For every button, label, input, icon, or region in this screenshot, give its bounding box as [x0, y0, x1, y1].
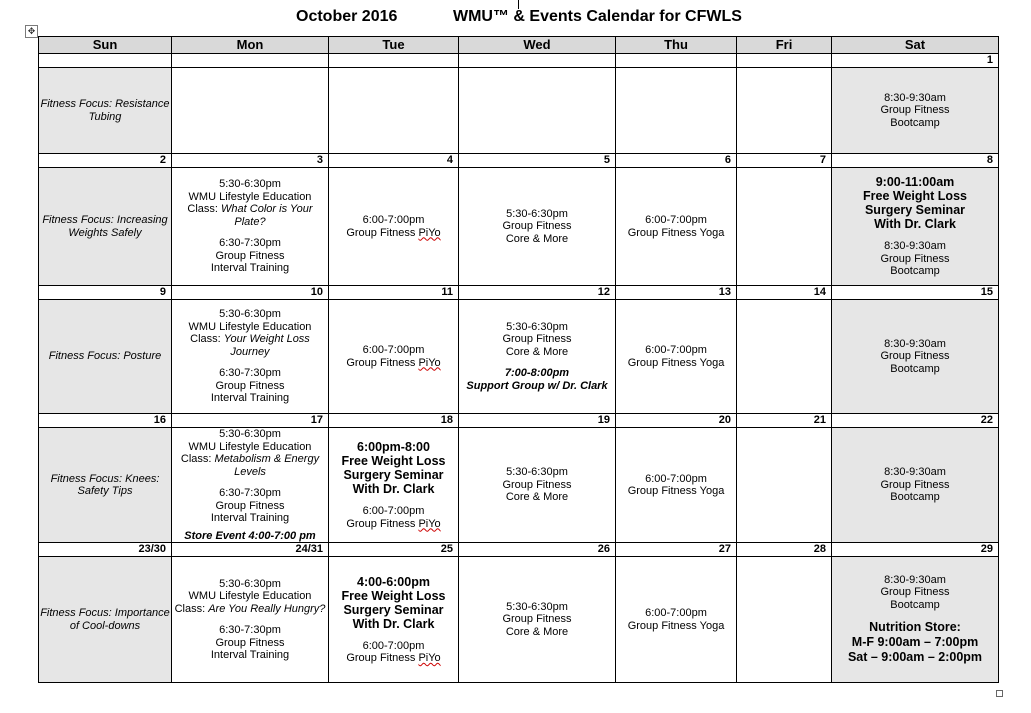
date-cell: 13: [616, 286, 737, 300]
seminar-line: Surgery Seminar: [343, 602, 444, 617]
event-label: Group Fitness: [346, 517, 419, 530]
event-label: Group Fitness: [880, 478, 950, 491]
event-activity: PiYo: [418, 652, 441, 664]
day-cell-thu: [616, 428, 737, 543]
event-time: 6:00-7:00pm: [645, 607, 707, 619]
day-cell-mon: [172, 168, 329, 286]
seminar-time: 9:00-11:00am: [875, 175, 955, 190]
day-cell-sat: [832, 428, 999, 543]
day-cell: [329, 68, 459, 154]
event-label: Group Fitness Yoga: [627, 356, 725, 369]
event-time: 6:00-7:00pm: [362, 505, 425, 517]
date-cell: 1: [832, 54, 999, 68]
fitness-focus-text: Fitness Focus: Increasing Weights Safely: [42, 214, 168, 239]
event-label: Group Fitness: [346, 652, 419, 664]
event-time: 6:30-7:30pm: [219, 367, 281, 380]
header-sat: Sat: [832, 37, 999, 54]
fitness-focus-text: Fitness Focus: Importance of Cool-downs: [40, 607, 170, 632]
date-cell: [737, 54, 832, 68]
event-time: 8:30-9:30am: [884, 240, 946, 253]
date-cell: 20: [616, 414, 737, 428]
event-label-line: [329, 652, 458, 665]
table-move-handle-icon[interactable]: ✥: [25, 25, 38, 38]
date-cell: 7: [737, 154, 832, 168]
event-activity: Bootcamp: [890, 265, 940, 278]
seminar-line: Free Weight Loss: [341, 588, 446, 603]
event-activity: Interval Training: [210, 262, 290, 275]
fitness-focus-text: Fitness Focus: Knees: Safety Tips: [50, 472, 160, 497]
event-time: 6:00-7:00pm: [645, 214, 707, 226]
event-label-line: [329, 518, 458, 531]
event-label: Group Fitness: [502, 333, 572, 346]
event-activity: PiYo: [418, 356, 441, 369]
event-activity: Interval Training: [210, 649, 290, 661]
event-time: 5:30-6:30pm: [506, 466, 568, 479]
date-cell: [172, 54, 329, 68]
event-class: [172, 441, 328, 479]
event-activity: Interval Training: [210, 392, 290, 405]
day-cell-mon: [172, 557, 329, 683]
calendar-title: [0, 8, 1031, 28]
fitness-focus-cell: [39, 557, 172, 683]
event-time: 6:30-7:30pm: [219, 487, 281, 499]
week-2-dates: [39, 154, 999, 168]
event-label: Group Fitness Yoga: [627, 619, 725, 632]
day-cell-tue: [329, 300, 459, 414]
class-topic: What Color is Your Plate?: [221, 203, 313, 228]
event-time: 5:30-6:30pm: [219, 577, 281, 590]
seminar-line: With Dr. Clark: [874, 217, 956, 232]
date-cell: 8: [832, 154, 999, 168]
date-cell: 26: [459, 543, 616, 557]
seminar-time: 4:00-6:00pm: [357, 574, 430, 589]
date-cell: 16: [39, 414, 172, 428]
day-cell-mon: [172, 428, 329, 543]
event-time: 6:00-7:00pm: [362, 214, 425, 226]
event-time: 6:30-7:30pm: [219, 624, 281, 636]
seminar-line: Surgery Seminar: [343, 468, 444, 482]
date-cell: 24/31: [172, 543, 329, 557]
date-cell: 4: [329, 154, 459, 168]
date-cell: 25: [329, 543, 459, 557]
fitness-focus-cell: [39, 300, 172, 414]
event-time: 5:30-6:30pm: [506, 600, 568, 613]
event-label: Group Fitness Yoga: [627, 485, 725, 497]
day-cell-tue: [329, 428, 459, 543]
day-cell-tue: [329, 168, 459, 286]
support-group: Support Group w/ Dr. Clark: [466, 379, 608, 392]
date-cell: 27: [616, 543, 737, 557]
class-prefix: WMU Lifestyle Education Class:: [180, 440, 312, 465]
day-cell-sat: [832, 300, 999, 414]
day-cell-thu: [616, 168, 737, 286]
event-activity: PiYo: [418, 517, 441, 530]
day-cell: [459, 68, 616, 154]
event-time: 5:30-6:30pm: [219, 308, 281, 321]
event-label: Group Fitness: [880, 104, 950, 117]
calendar-table: [38, 36, 999, 683]
week-2-events: [39, 168, 999, 286]
date-cell: [616, 54, 737, 68]
day-cell-thu: [616, 300, 737, 414]
event-activity: Core & More: [505, 625, 569, 638]
seminar-line: With Dr. Clark: [352, 616, 435, 631]
title-month: October 2016: [296, 8, 398, 25]
day-cell-sat: [832, 68, 999, 154]
event-activity: Core & More: [505, 345, 569, 358]
event-class: [172, 191, 328, 229]
header-wed: Wed: [459, 37, 616, 54]
day-cell-fri: [737, 557, 832, 683]
week-4-dates: [39, 414, 999, 428]
day-cell-wed: [459, 557, 616, 683]
fitness-focus-cell: [39, 428, 172, 543]
class-prefix: WMU Lifestyle Education Class:: [188, 320, 312, 346]
day-cell-sat: [832, 557, 999, 683]
date-cell: 10: [172, 286, 329, 300]
date-cell: 19: [459, 414, 616, 428]
event-time: 5:30-6:30pm: [219, 428, 281, 440]
fitness-focus-cell: [39, 168, 172, 286]
week-3-events: [39, 300, 999, 414]
event-class: [172, 321, 328, 359]
event-time: 5:30-6:30pm: [506, 207, 568, 220]
class-topic: Are You Really Hungry?: [208, 602, 326, 615]
date-cell: 11: [329, 286, 459, 300]
date-cell: 23/30: [39, 543, 172, 557]
date-cell: 28: [737, 543, 832, 557]
day-cell: [172, 68, 329, 154]
date-cell: [39, 54, 172, 68]
date-cell: 15: [832, 286, 999, 300]
event-label: Group Fitness: [215, 636, 285, 649]
event-activity: PiYo: [418, 226, 441, 239]
event-time: 8:30-9:30am: [884, 466, 946, 479]
week-5-events: [39, 557, 999, 683]
class-topic: Your Weight Loss Journey: [223, 333, 310, 358]
date-cell: 5: [459, 154, 616, 168]
seminar-time: 6:00pm-8:00: [357, 440, 430, 454]
title-name: WMU™ & Events Calendar for CFWLS: [453, 8, 742, 25]
event-label: Group Fitness: [880, 252, 950, 265]
day-cell-sat: [832, 168, 999, 286]
event-label: Group Fitness: [215, 379, 285, 392]
event-label: Group Fitness: [502, 613, 572, 626]
event-label-line: [329, 357, 458, 370]
class-prefix: WMU Lifestyle Education Class:: [187, 190, 312, 216]
date-cell: 12: [459, 286, 616, 300]
event-activity: Bootcamp: [890, 116, 940, 129]
date-cell: 17: [172, 414, 329, 428]
day-cell: [616, 68, 737, 154]
day-cell-fri: [737, 300, 832, 414]
seminar-line: Free Weight Loss: [341, 454, 446, 468]
event-label: Group Fitness: [880, 350, 950, 363]
week-5-dates: [39, 543, 999, 557]
event-class: [172, 590, 328, 615]
event-time: 8:30-9:30am: [884, 337, 946, 350]
seminar-line: Free Weight Loss: [863, 189, 967, 204]
event-activity: Core & More: [505, 491, 569, 504]
event-activity: Core & More: [505, 232, 569, 245]
support-time: 7:00-8:00pm: [504, 367, 570, 380]
store-hours-weekday: M-F 9:00am – 7:00pm: [851, 635, 979, 650]
day-cell-wed: [459, 168, 616, 286]
week-1-events: [39, 68, 999, 154]
event-time: 6:00-7:00pm: [362, 639, 425, 652]
date-cell: 14: [737, 286, 832, 300]
event-time: 6:00-7:00pm: [645, 472, 707, 485]
class-topic: Metabolism & Energy Levels: [214, 453, 320, 478]
event-activity: Bootcamp: [890, 598, 940, 611]
event-time: 5:30-6:30pm: [506, 320, 568, 333]
day-cell-wed: [459, 428, 616, 543]
event-label: Group Fitness: [215, 499, 285, 512]
seminar-line: Surgery Seminar: [864, 203, 966, 218]
fitness-focus-text: Fitness Focus: Posture: [48, 350, 162, 363]
table-resize-handle[interactable]: [996, 690, 1003, 697]
event-time: 8:30-9:30am: [884, 573, 946, 586]
week-1-dates: [39, 54, 999, 68]
weekday-header-row: [39, 37, 999, 54]
week-3-dates: [39, 286, 999, 300]
event-label: Group Fitness: [346, 226, 419, 239]
week-4-events: [39, 428, 999, 543]
date-cell: 29: [832, 543, 999, 557]
event-time: 6:30-7:30pm: [219, 237, 281, 250]
date-cell: [329, 54, 459, 68]
day-cell-thu: [616, 557, 737, 683]
event-activity: Bootcamp: [890, 491, 940, 504]
header-mon: Mon: [172, 37, 329, 54]
date-cell: 9: [39, 286, 172, 300]
event-label-line: [329, 227, 458, 240]
seminar-line: With Dr. Clark: [352, 482, 435, 496]
event-label: Group Fitness: [346, 356, 419, 369]
event-label: Group Fitness Yoga: [627, 226, 725, 239]
event-time: 6:00-7:00pm: [362, 344, 425, 356]
date-cell: 3: [172, 154, 329, 168]
day-cell: [737, 68, 832, 154]
event-time: 5:30-6:30pm: [219, 178, 281, 191]
date-cell: 22: [832, 414, 999, 428]
header-thu: Thu: [616, 37, 737, 54]
header-fri: Fri: [737, 37, 832, 54]
event-label: Group Fitness: [502, 478, 572, 491]
event-time: 6:00-7:00pm: [645, 344, 707, 356]
day-cell-fri: [737, 428, 832, 543]
event-label: Group Fitness: [502, 220, 572, 233]
event-label: Group Fitness: [215, 249, 285, 262]
class-prefix: WMU Lifestyle Education Class:: [174, 590, 312, 615]
header-tue: Tue: [329, 37, 459, 54]
store-event: Store Event 4:00-7:00 pm: [184, 529, 316, 542]
day-cell-tue: [329, 557, 459, 683]
fitness-focus-text: Fitness Focus: Resistance Tubing: [40, 98, 170, 123]
fitness-focus-cell: [39, 68, 172, 154]
day-cell-wed: [459, 300, 616, 414]
date-cell: 18: [329, 414, 459, 428]
day-cell-fri: [737, 168, 832, 286]
date-cell: 2: [39, 154, 172, 168]
event-activity: Interval Training: [210, 512, 290, 524]
event-label: Group Fitness: [880, 586, 950, 599]
header-sun: Sun: [39, 37, 172, 54]
date-cell: 21: [737, 414, 832, 428]
date-cell: 6: [616, 154, 737, 168]
event-time: 8:30-9:30am: [884, 91, 946, 104]
store-hours-saturday: Sat – 9:00am – 2:00pm: [847, 650, 983, 665]
store-title: Nutrition Store:: [869, 620, 961, 635]
event-activity: Bootcamp: [890, 362, 940, 375]
date-cell: [459, 54, 616, 68]
day-cell-mon: [172, 300, 329, 414]
